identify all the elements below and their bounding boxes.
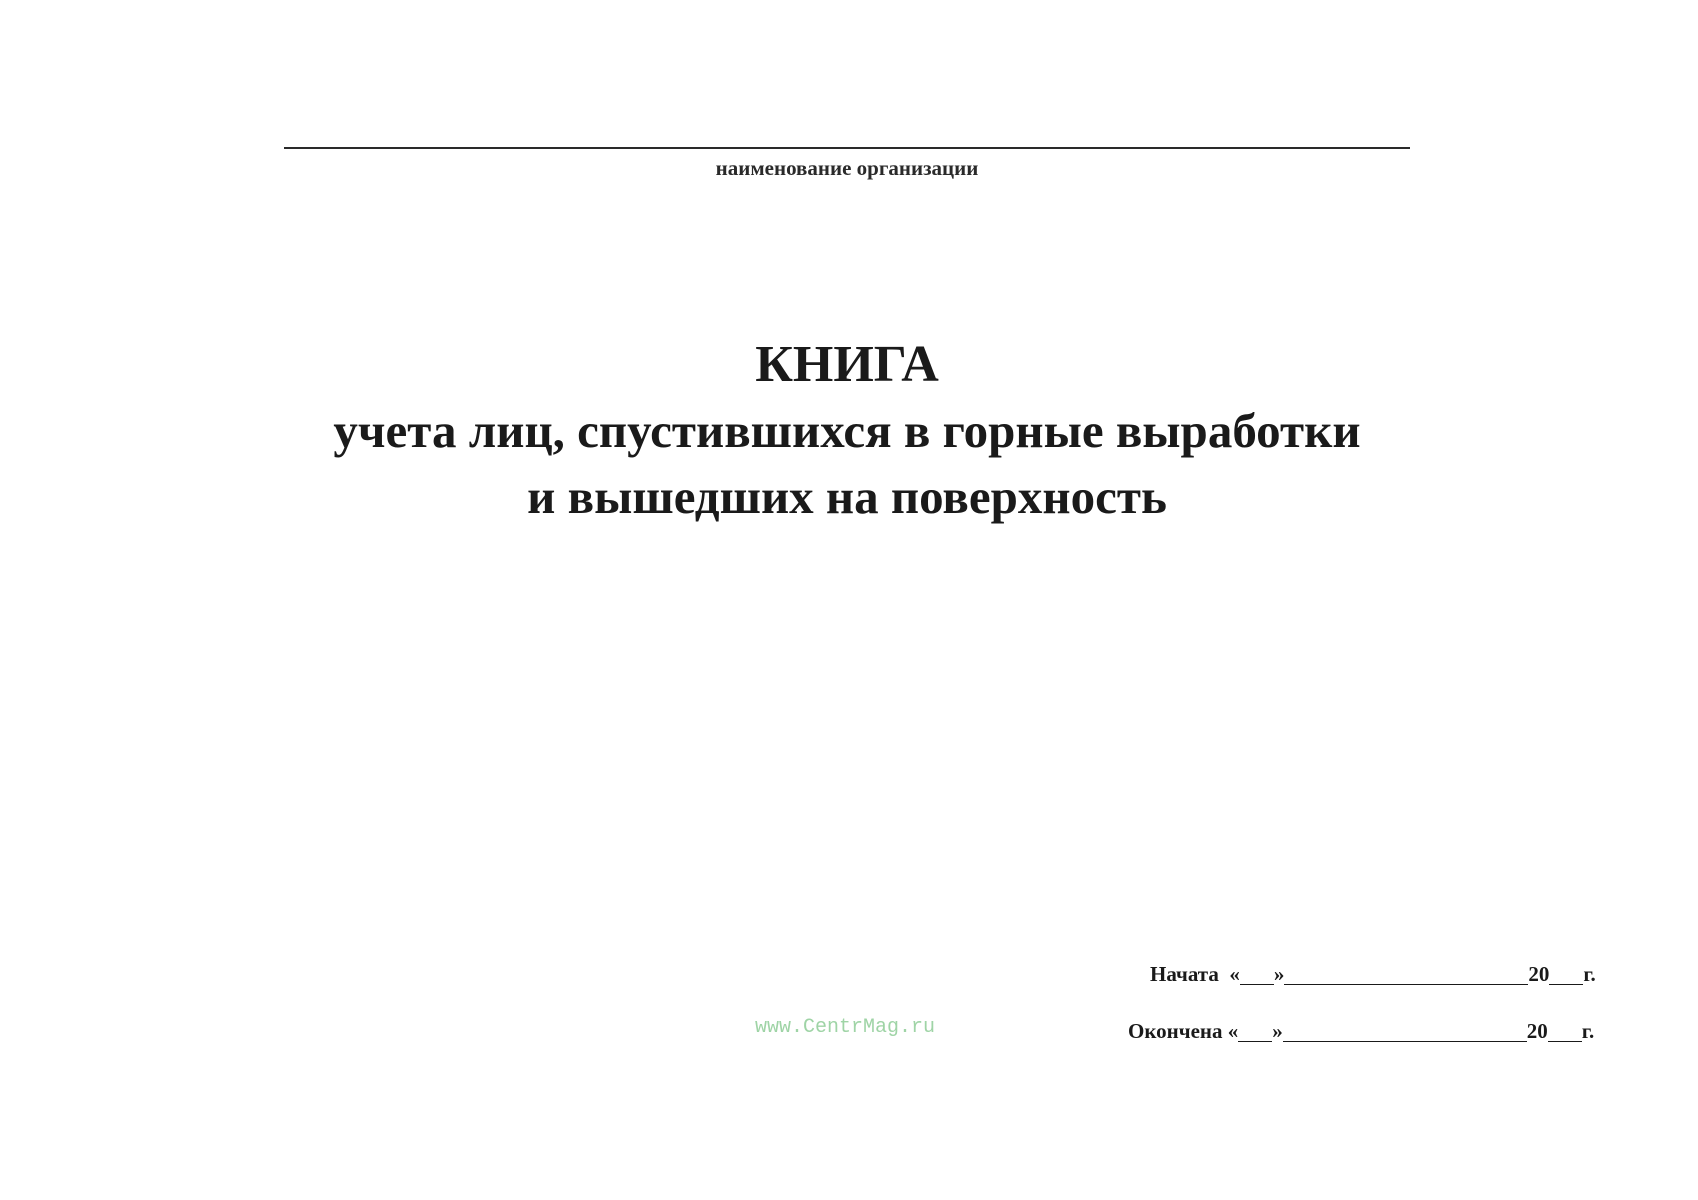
century: 20 bbox=[1526, 1019, 1548, 1043]
ended-month-blank bbox=[1283, 1021, 1527, 1042]
century: 20 bbox=[1528, 962, 1550, 986]
watermark: www.CentrMag.ru bbox=[754, 1016, 936, 1039]
document-title bbox=[200, 332, 1494, 530]
organization-caption: наименование организации bbox=[715, 156, 979, 180]
title-line-2: учета лиц, спустившихся в горные выработки bbox=[333, 403, 1361, 458]
title-line-3: и вышедших на поверхность bbox=[527, 469, 1167, 524]
title-main: КНИГА bbox=[755, 336, 939, 393]
year-suffix: г. bbox=[1583, 962, 1596, 986]
close-quote: » bbox=[1273, 962, 1285, 986]
open-quote: « bbox=[1227, 1019, 1239, 1043]
started-year-blank bbox=[1549, 964, 1583, 985]
organization-name-line bbox=[284, 147, 1410, 149]
close-quote: » bbox=[1272, 1019, 1283, 1043]
started-date-row bbox=[1150, 962, 1596, 987]
year-suffix: г. bbox=[1581, 1019, 1595, 1043]
started-month-blank bbox=[1284, 964, 1528, 985]
started-day-blank bbox=[1240, 964, 1274, 985]
ended-day-blank bbox=[1238, 1021, 1272, 1042]
started-label: Начата bbox=[1150, 962, 1219, 986]
open-quote: « bbox=[1229, 962, 1240, 986]
ended-label: Окончена bbox=[1128, 1019, 1223, 1043]
ended-date-row bbox=[1128, 1019, 1594, 1044]
ended-year-blank bbox=[1548, 1021, 1582, 1042]
